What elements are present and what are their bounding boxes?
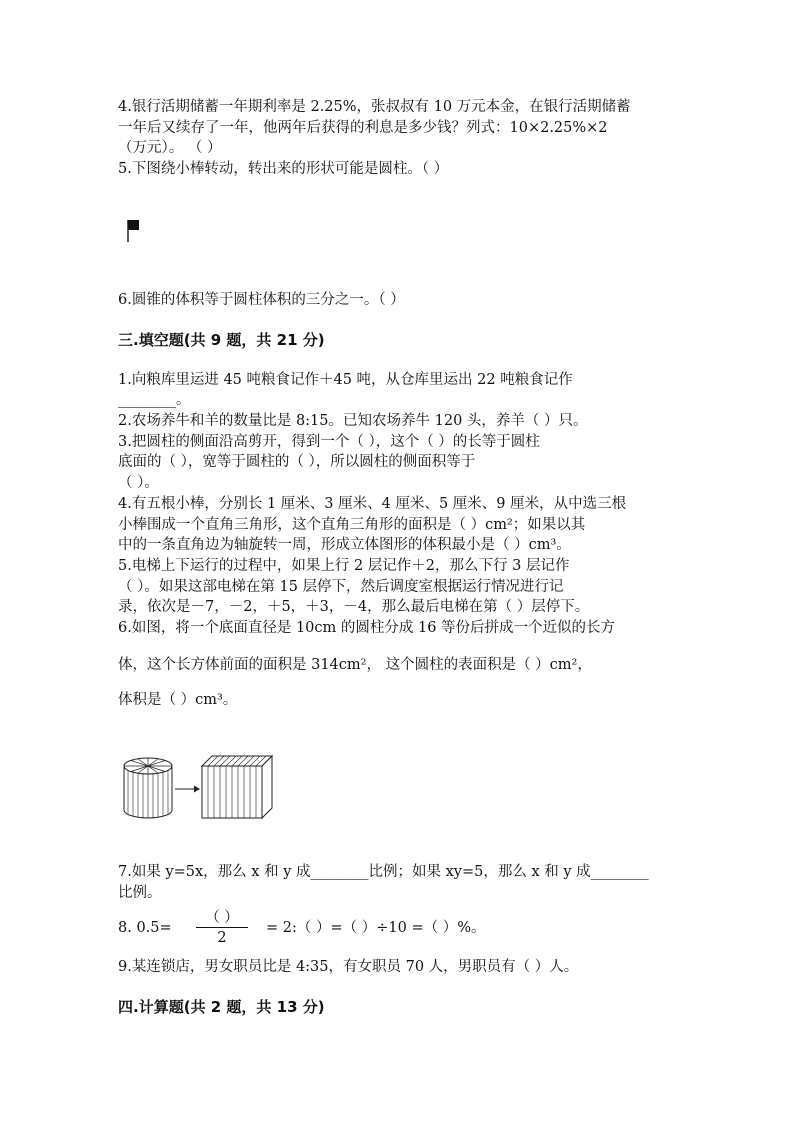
q1-fill-line2: ________。 [118, 392, 191, 408]
arrow-right-icon [175, 786, 200, 793]
q5-judge: 5.下图绕小棒转动，转出来的形状可能是圆柱。（ ） [118, 161, 449, 177]
q7-fill-line2: 比例。 [118, 885, 162, 901]
flag-on-stick-figure [124, 216, 144, 244]
q4-judge-line1: 4.银行活期储蓄一年期利率是 2.25%，张叔叔有 10 万元本金，在银行活期储蓄 [118, 99, 631, 115]
q5-fill-line2: （ ）。如果这部电梯在第 15 层停下，然后调度室根据运行情况进行记 [118, 579, 564, 595]
q6-fill-line3: 体积是（ ）cm³。 [118, 692, 238, 708]
q8-fraction-numerator: （ ） [205, 910, 239, 926]
q6-fill-line2: 体，这个长方体前面的面积是 314cm²， 这个圆柱的表面积是（ ）cm²， [118, 657, 592, 673]
flag-rectangle [128, 220, 139, 230]
q6-judge: 6.圆锥的体积等于圆柱体积的三分之一。（ ） [118, 292, 405, 308]
q1-fill-line1: 1.向粮库里运进 45 吨粮食记作＋45 吨，从仓库里运出 22 吨粮食记作 [118, 372, 573, 388]
cylinder-to-cuboid-figure [118, 752, 278, 824]
q3-fill-line3: （ ）。 [118, 475, 159, 491]
q7-fill-line1: 7.如果 y=5x，那么 x 和 y 成________比例；如果 xy=5，那么 x 和 y 成________ [118, 864, 649, 880]
cuboid-icon [202, 756, 272, 818]
q9-fill: 9.某连锁店，男女职员比是 4:35，有女职员 70 人，男职员有（ ）人。 [118, 959, 579, 975]
q4-fill-line3: 中的一条直角边为轴旋转一周，形成立体图形的体积最小是（ ）cm³。 [118, 537, 571, 553]
q5-fill-line1: 5.电梯上下运行的过程中，如果上行 2 层记作＋2，那么下行 3 层记作 [118, 558, 570, 574]
section3-title: 三.填空题(共 9 题，共 21 分) [118, 331, 325, 349]
q3-fill-line2: 底面的（ ），宽等于圆柱的（ ），所以圆柱的侧面积等于 [118, 454, 476, 470]
q4-fill-line2: 小棒围成一个直角三角形，这个直角三角形的面积是（ ）cm²；如果以其 [118, 517, 586, 533]
section4-title: 四.计算题(共 2 题，共 13 分) [118, 998, 325, 1016]
q4-judge-line2: 一年后又续存了一年，他两年后获得的利息是多少钱？列式：10×2.25%×2 [118, 120, 608, 136]
q8-fill-prefix: 8. 0.5= [118, 920, 172, 936]
q8-fill-rest: = 2:（ ）=（ ）÷10 =（ ）%。 [266, 920, 486, 936]
q4-fill-line1: 4.有五根小棒，分别长 1 厘米、3 厘米、4 厘米、5 厘米、9 厘米，从中选三根 [118, 496, 627, 512]
cylinder-icon [124, 758, 172, 818]
q3-fill-line1: 3.把圆柱的侧面沿高剪开，得到一个（ ），这个（ ）的长等于圆柱 [118, 434, 540, 450]
q4-judge-line3: （万元）。 （ ） [118, 140, 222, 156]
q6-fill-line1: 6.如图，将一个底面直径是 10cm 的圆柱分成 16 等份后拼成一个近似的长方 [118, 620, 616, 636]
q2-fill: 2.农场养牛和羊的数量比是 8:15。已知农场养牛 120 头，养羊（ ）只。 [118, 413, 588, 429]
q5-fill-line3: 录，依次是－7，－2，＋5，＋3，－4，那么最后电梯在第（ ）层停下。 [118, 599, 590, 615]
q8-fraction-bar [196, 927, 248, 928]
q8-fraction-denominator: 2 [217, 930, 227, 946]
q8-fraction [196, 910, 248, 946]
